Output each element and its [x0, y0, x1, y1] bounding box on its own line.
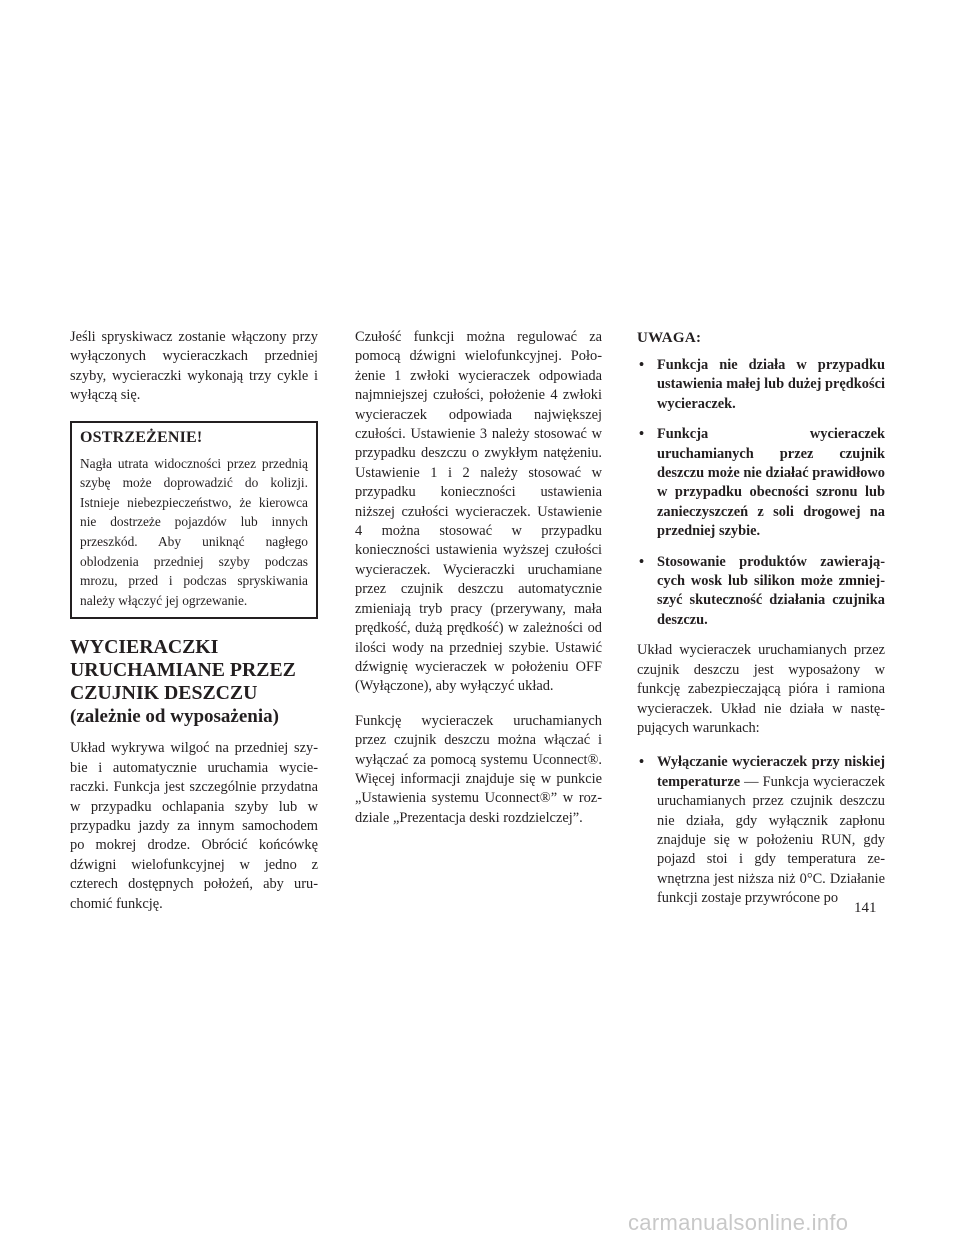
note-item [637, 553, 885, 631]
note-item-text: Funkcja nie działa w przypadku ustawienia małej lub dużej prędkości wycieraczek. [657, 357, 885, 412]
column-left [70, 328, 318, 914]
sensitivity-paragraph: Czułość funkcji można regulować za pomocą dźwigni wielofunkcyjnej. Położenie 1 zwłoki wycieraczek odpowiada najmniejszej czułości, położenie 4 zwłoki wycieraczek odpowiada największej czułości. Ustawienie 3 należy stosować w przypadku deszczu o zwykłym natężeniu. Ustawienie 1 i 2 należy stosować w przypadku konieczności ustawienia niższej czułości wycieraczek. Ustawienie 4 można stosować w przypadku konieczności ustawienia wyższej czułości wycieraczek. Wycieraczki uruchamiane przez czujnik deszczu automatycznie zmieniają tryb pracy (przerywany, mała prędkość, dużą prędkość) w zależności od ilości wody na przedniej szybie. Ustawić dźwignię wycieraczek w położeniu OFF (Wyłączone), aby wyłączyć układ. [355, 329, 602, 695]
intro-paragraph: Jeśli spryskiwacz zostanie włączony przy wyłączonych wycieraczkach przedniej szyby, wycieraczki wykonają trzy cykle i wyłączą się. [70, 329, 318, 404]
note-item-text: Funkcja wycieraczek uruchamianych przez czujnik deszczu może nie działać prawidłowo w przypadku obecności szronu lub zanieczyszczeń z soli drogowej na przedniej szybie. [657, 426, 885, 540]
section-heading-line-1: WYCIERACZKI [70, 636, 219, 659]
watermark: carmanualsonline.info [628, 1210, 849, 1235]
page-number: 141 [854, 900, 877, 916]
section-subheading: (zależnie od wyposażenia) [70, 706, 279, 728]
warning-box [70, 421, 318, 620]
section-heading-line-3: CZUJNIK DESZCZU [70, 682, 258, 705]
bullet-icon: • [639, 426, 645, 443]
condition-item [637, 753, 885, 908]
condition-list [637, 753, 885, 908]
note-heading: UWAGA: [637, 330, 702, 346]
uconnect-paragraph: Funkcję wycieraczek uruchamianych przez czujnik deszczu można włączać i wyłączać za pomocą systemu Uconnect®. Więcej informacji znajduje się w punkcie „Ustawienia systemu Uconnect®” w rozdziale „Prezentacja deski rozdzielczej”. [355, 712, 602, 826]
bullet-icon: • [639, 357, 645, 373]
protection-paragraph: Układ wycieraczek uruchamianych przez czujnik deszczu jest wyposażony w funkcję zabezpieczającą pióra i ramiona wycieraczek. Układ nie działa w następujących warunkach: [637, 642, 885, 736]
bullet-icon: • [639, 553, 645, 570]
column-middle [355, 328, 602, 828]
condition-item-lead: Wyłączanie wycieraczek przy niskiej temperaturze [657, 754, 885, 790]
warning-title: OSTRZEŻENIE! [80, 428, 203, 446]
section-heading-line-2: URUCHAMIANE PRZEZ [70, 659, 296, 682]
warning-text: Nagła utrata widoczności przez przednią szybę może doprowadzić do kolizji. Istnieje niebezpieczeństwo, że kierowca nie dostrzeże pojazdów lub innych przeszkód. Aby uniknąć nagłego oblodzenia przedniej szyby podczas mrozu, przed i podczas spryskiwania należy włączyć jej ogrzewanie. [80, 455, 308, 608]
condition-item-text: — Funkcja wycieraczek uruchamianych przez czujnik deszczu nie działa, gdy wyłącznik zapłonu znajduje się w położeniu RUN, gdy pojazd stoi i gdy temperatura zewnętrzna jest niższa niż 0°C. Działanie funkcji zostaje przywrócone po [657, 773, 885, 907]
note-item [637, 425, 885, 541]
section-body-paragraph: Układ wykrywa wilgoć na przedniej szybie i automatycznie uruchamia wycieraczki. Funkcja jest szczególnie przydatna w przypadku ochlapania szyby lub w przypadku jazdy za innym samochodem po mokrej drodze. Obrócić końcówkę dźwigni wielofunkcyjnej w jedno z czterech dostępnych położeń, aby uruchomić funkcję. [70, 740, 318, 912]
note-list [637, 356, 885, 630]
column-right [637, 328, 885, 920]
note-item-text: Stosowanie produktów zawierających wosk lub silikon może zmniejszyć skuteczność działania czujnika deszczu. [657, 553, 885, 628]
note-item [637, 356, 885, 414]
bullet-icon: • [639, 754, 645, 771]
section-heading [70, 636, 318, 728]
